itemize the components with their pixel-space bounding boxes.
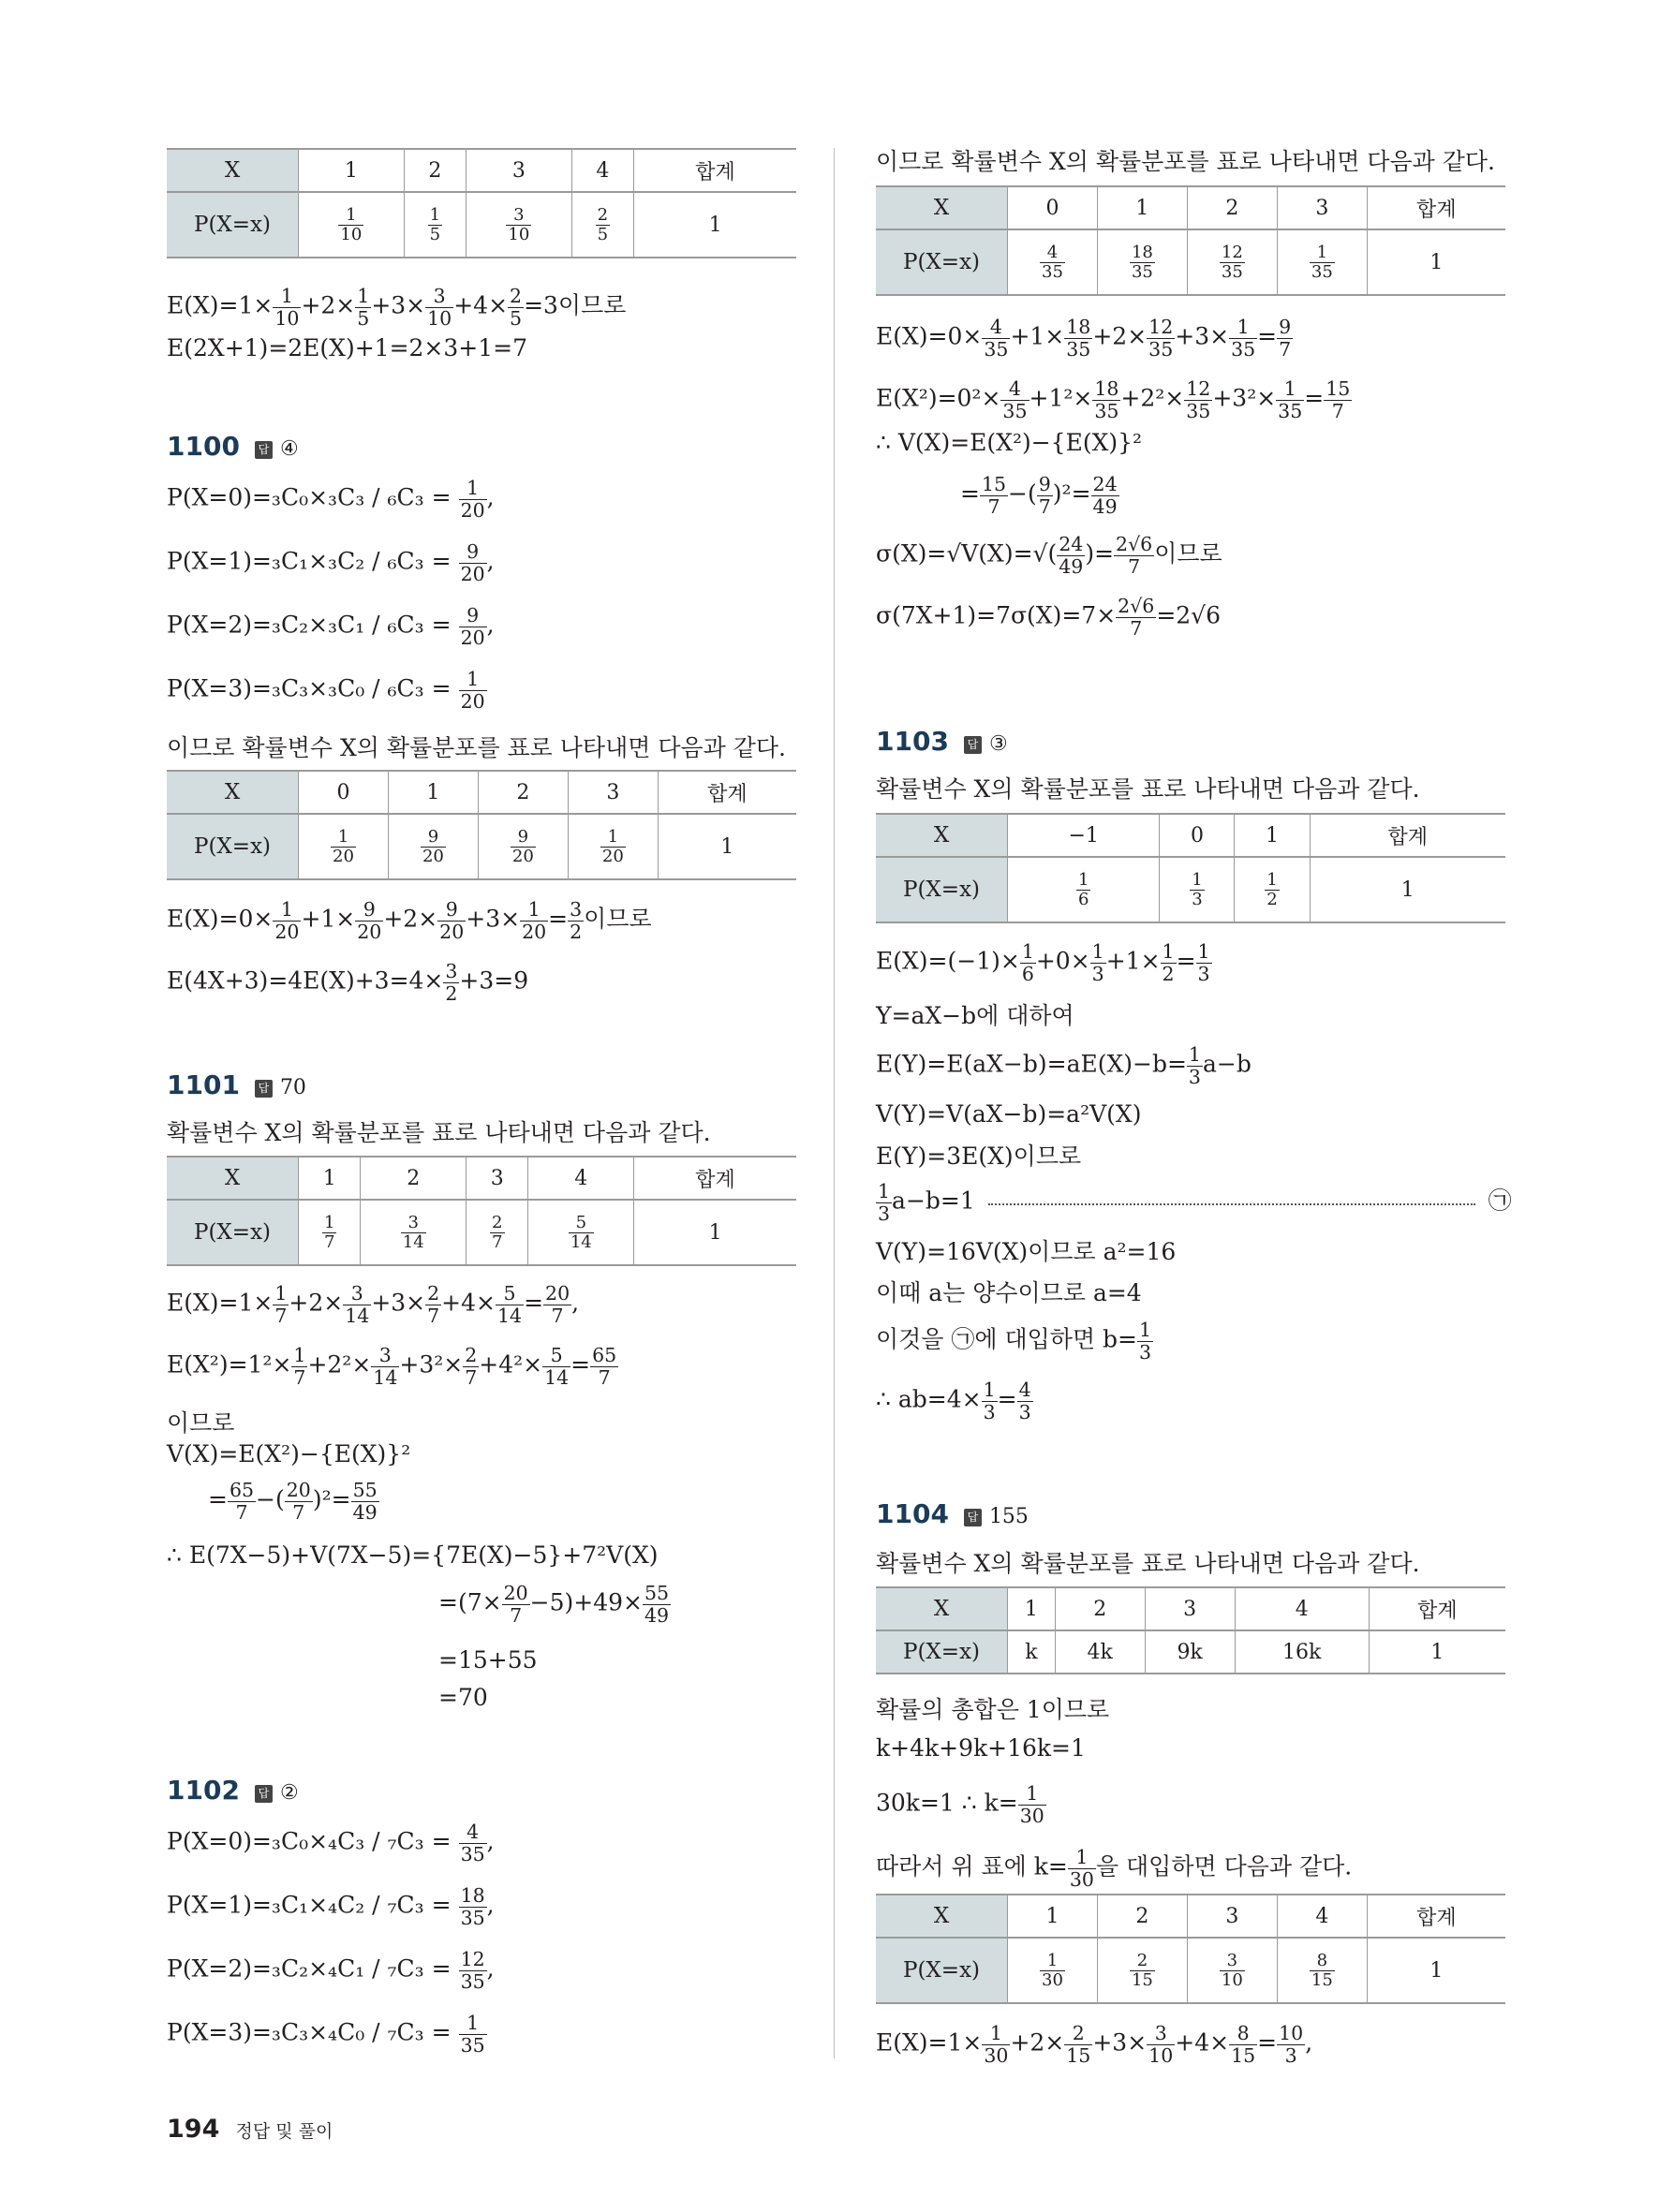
text-line: P(X=2)=₃C₂×₄C₁ / ₇C₃ = $\frac{12}{35}$ ,	[167, 1948, 495, 1993]
fraction: $\frac{1}{3}$	[1091, 940, 1104, 985]
fraction: $\frac{18}{35}$	[1094, 377, 1119, 422]
table-row	[876, 1630, 1505, 1674]
fraction: $\frac{9}{20}$	[357, 898, 382, 943]
fraction: $\frac{4}{3}$	[1018, 1379, 1031, 1423]
page-footer	[167, 2115, 333, 2144]
table-cell	[404, 192, 466, 258]
fraction: $\frac{3}{10}$	[1148, 2022, 1174, 2067]
fraction: $\frac{1}{7}$	[323, 1212, 335, 1252]
fraction: $\frac{1}{2}$	[1266, 869, 1278, 909]
table-cell: 0	[299, 771, 389, 814]
problem-header-1101	[167, 1069, 306, 1100]
problem-number: 1103	[876, 726, 949, 757]
page-number: 194	[167, 2115, 220, 2144]
table-cell: 합계	[658, 771, 796, 814]
fraction: $\frac{3}{10}$	[508, 204, 530, 244]
fraction: $\frac{9}{20}$	[511, 826, 534, 866]
answer-tag-icon: 답	[255, 1785, 273, 1803]
table-cell: 1	[1369, 1630, 1505, 1674]
text-line: V(Y)=V(aX−b)=a²V(X)	[876, 1100, 1142, 1128]
table-cell: 4	[528, 1157, 634, 1200]
table-cell: 0	[1008, 186, 1098, 229]
fraction: $\frac{1}{10}$	[340, 204, 363, 244]
table-cell	[467, 1200, 528, 1265]
text-line: 확률변수 X의 확률분포를 표로 나타내면 다음과 같다.	[876, 775, 1420, 803]
table-cell: 합계	[1310, 814, 1505, 857]
fraction: $\frac{9}{20}$	[422, 826, 444, 866]
table-cell: 1	[1008, 1587, 1056, 1630]
table-cell: 합계	[1369, 1587, 1505, 1630]
table-cell: 1	[634, 1200, 796, 1265]
text-line: E(X)=1× $\frac{1}{10}$ +2× $\frac{1}{5}$ +3× $\frac{3}{10}$ +4× $\frac{2}{5}$ =3이므로	[167, 285, 627, 330]
table-cell	[1160, 857, 1235, 922]
table-label-cell: X	[876, 1587, 1008, 1630]
fraction: $\frac{12}{35}$	[460, 1948, 485, 1993]
fraction: $\frac{2√6}{7}$	[1116, 533, 1153, 578]
fraction: $\frac{15}{7}$	[1326, 377, 1351, 422]
table-row	[876, 857, 1505, 922]
fraction: $\frac{1}{10}$	[274, 285, 300, 330]
fraction: $\frac{2}{7}$	[492, 1212, 503, 1252]
text-line: E(X)=1× $\frac{1}{30}$ +2× $\frac{2}{15}$ +3× $\frac{3}{10}$ +4× $\frac{8}{15}$ = $\frac{10}{3}$ ,	[876, 2022, 1313, 2067]
table-cell: 1	[1097, 186, 1187, 229]
text-line: ∴ V(X)=E(X²)−{E(X)}²	[876, 429, 1143, 456]
fraction: $\frac{8}{15}$	[1231, 2022, 1256, 2067]
table-row	[167, 814, 796, 879]
fraction: $\frac{18}{35}$	[1131, 242, 1153, 282]
fraction: $\frac{3}{2}$	[445, 960, 458, 1005]
fraction: $\frac{1}{7}$	[274, 1282, 288, 1327]
table-cell	[299, 192, 405, 258]
fraction: $\frac{1}{7}$	[293, 1344, 306, 1389]
table-cell: 3	[467, 149, 572, 192]
table-cell	[478, 814, 568, 879]
table-header-row	[876, 814, 1505, 857]
table-cell: 2	[1097, 1895, 1187, 1938]
table-row	[167, 1200, 796, 1265]
table-cell: 3	[1145, 1587, 1235, 1630]
table-cell: 1	[634, 192, 796, 258]
table-cell: 3	[568, 771, 658, 814]
problem-header-1102	[167, 1775, 299, 1806]
table-header-row	[876, 186, 1505, 229]
fraction: $\frac{9}{20}$	[460, 604, 485, 649]
fraction: $\frac{4}{35}$	[1042, 242, 1063, 282]
text-line: = $\frac{65}{7}$ −( $\frac{20}{7}$ )²= $\frac{55}{49}$	[208, 1479, 378, 1524]
leader-dots	[988, 1203, 1475, 1205]
fraction: $\frac{2}{15}$	[1131, 1950, 1153, 1990]
fraction: $\frac{1}{20}$	[522, 898, 547, 943]
table-cell: 4	[1235, 1587, 1369, 1630]
fraction: $\frac{4}{35}$	[460, 1821, 485, 1865]
table-header-row	[167, 149, 796, 192]
text-line: E(X)=(−1)× $\frac{1}{6}$ +0× $\frac{1}{3}$ +1× $\frac{1}{2}$ = $\frac{1}{3}$	[876, 940, 1210, 985]
fraction: $\frac{3}{14}$	[402, 1212, 424, 1252]
table-cell	[299, 814, 389, 879]
fraction: $\frac{24}{49}$	[1092, 473, 1118, 518]
problem-number: 1104	[876, 1498, 949, 1529]
table-cell: 합계	[1367, 1895, 1505, 1938]
table-cell	[568, 814, 658, 879]
fraction: $\frac{20}{7}$	[545, 1282, 570, 1327]
fraction: $\frac{1}{3}$	[1192, 869, 1203, 909]
text-line: =70	[438, 1684, 488, 1711]
problem-number: 1101	[167, 1069, 240, 1100]
table-cell: 1	[1367, 1938, 1505, 2003]
fraction: $\frac{1}{5}$	[357, 285, 370, 330]
table-cell: 합계	[1367, 186, 1505, 229]
footer-label: 정답 및 풀이	[235, 2121, 333, 2142]
fraction: $\frac{3}{10}$	[1221, 1950, 1243, 1990]
fraction: $\frac{9}{20}$	[439, 898, 465, 943]
fraction: $\frac{18}{35}$	[1066, 316, 1091, 361]
text-line: E(X²)=0²× $\frac{4}{35}$ +1²× $\frac{18}{35}$ +2²× $\frac{12}{35}$ +3²× $\frac{1}{35}$ = $\frac{15}{7}$	[876, 377, 1351, 422]
fraction: $\frac{1}{35}$	[1311, 242, 1333, 282]
text-line: = $\frac{15}{7}$ −( $\frac{9}{7}$ )²= $\frac{24}{49}$	[960, 473, 1118, 518]
fraction: $\frac{9}{20}$	[460, 540, 485, 585]
fraction: $\frac{1}{35}$	[460, 2012, 485, 2057]
problem-header-1103	[876, 726, 1008, 757]
table-header-row	[876, 1587, 1505, 1630]
table-cell: −1	[1008, 814, 1160, 857]
table-cell: 2	[1187, 186, 1277, 229]
table-cell	[467, 192, 572, 258]
fraction: $\frac{2}{7}$	[465, 1344, 478, 1389]
fraction: $\frac{2}{15}$	[1066, 2022, 1091, 2067]
table-row	[876, 229, 1505, 295]
table-cell	[571, 192, 633, 258]
column-divider	[834, 148, 835, 2058]
table-cell: 16k	[1235, 1630, 1369, 1674]
fraction: $\frac{1}{5}$	[429, 204, 441, 244]
text-line: V(Y)=16V(X)이므로 a²=16	[876, 1238, 1177, 1265]
table-header-row	[167, 771, 796, 814]
text-line: 이므로	[167, 1409, 235, 1437]
fraction: $\frac{55}{49}$	[644, 1582, 670, 1627]
answer-value: ④	[279, 437, 299, 461]
distribution-table	[876, 185, 1505, 296]
distribution-table	[167, 148, 796, 258]
text-line: 30k=1 ∴ k= $\frac{1}{30}$	[876, 1782, 1044, 1827]
table-cell: 2	[361, 1157, 467, 1200]
fraction: $\frac{2}{7}$	[427, 1282, 440, 1327]
table-cell	[1008, 1938, 1098, 2003]
table-cell: 2	[478, 771, 568, 814]
table-label-cell: X	[876, 814, 1008, 857]
fraction: $\frac{3}{14}$	[373, 1344, 398, 1389]
fraction: $\frac{1}{20}$	[274, 898, 300, 943]
fraction: $\frac{65}{7}$	[229, 1479, 255, 1524]
fraction: $\frac{1}{30}$	[1042, 1950, 1063, 1990]
fraction: $\frac{4}{35}$	[984, 316, 1009, 361]
text-line: E(X)=0× $\frac{4}{35}$ +1× $\frac{18}{35}$ +2× $\frac{12}{35}$ +3× $\frac{1}{35}$ = $\frac{9}{7}$	[876, 316, 1292, 361]
text-line: E(4X+3)=4E(X)+3=4× $\frac{3}{2}$ +3=9	[167, 960, 529, 1005]
text-line: P(X=0)=₃C₀×₄C₃ / ₇C₃ = $\frac{4}{35}$ ,	[167, 1821, 495, 1865]
text-line: 확률의 총합은 1이므로	[876, 1696, 1110, 1723]
fraction: $\frac{1}{35}$	[1231, 316, 1256, 361]
table-row	[167, 192, 796, 258]
table-cell	[299, 1200, 361, 1265]
text-line: E(Y)=E(aX−b)=aE(X)−b= $\frac{1}{3}$ a−b	[876, 1043, 1252, 1088]
text-line: P(X=0)=₃C₀×₃C₃ / ₆C₃ = $\frac{1}{20}$ ,	[167, 477, 495, 522]
answer-tag-icon: 답	[255, 1080, 273, 1098]
text-line: P(X=2)=₃C₂×₃C₁ / ₆C₃ = $\frac{9}{20}$ ,	[167, 604, 495, 649]
table-label-cell: P(X=x)	[876, 1938, 1008, 2003]
fraction: $\frac{1}{3}$	[878, 1180, 891, 1225]
table-cell: 3	[1187, 1895, 1277, 1938]
fraction: $\frac{1}{6}$	[1077, 869, 1089, 909]
fraction: $\frac{10}{3}$	[1279, 2022, 1304, 2067]
text-line: 따라서 위 표에 k= $\frac{1}{30}$ 을 대입하면 다음과 같다.	[876, 1846, 1353, 1891]
table-cell: 1	[299, 1157, 361, 1200]
distribution-table	[167, 770, 796, 880]
table-cell	[528, 1200, 634, 1265]
table-cell: 합계	[634, 149, 796, 192]
table-cell	[1097, 1938, 1187, 2003]
fraction: $\frac{9}{7}$	[1038, 473, 1051, 518]
fraction: $\frac{55}{49}$	[352, 1479, 378, 1524]
fraction: $\frac{18}{35}$	[460, 1884, 485, 1929]
text-line: P(X=1)=₃C₁×₄C₂ / ₇C₃ = $\frac{18}{35}$ ,	[167, 1884, 495, 1929]
answer-tag-icon: 답	[255, 441, 273, 459]
table-cell	[1008, 229, 1098, 295]
fraction: $\frac{1}{30}$	[1019, 1782, 1044, 1827]
fraction: $\frac{1}{3}$	[1188, 1043, 1201, 1088]
text-line: P(X=3)=₃C₃×₄C₀ / ₇C₃ = $\frac{1}{35}$	[167, 2012, 485, 2057]
text-line: E(Y)=3E(X)이므로	[876, 1143, 1082, 1170]
fraction: $\frac{8}{15}$	[1311, 1950, 1333, 1990]
fraction: $\frac{9}{7}$	[1279, 316, 1292, 361]
text-line: Y=aX−b에 대하여	[876, 1002, 1074, 1029]
table-label-cell: X	[167, 771, 299, 814]
fraction: $\frac{20}{7}$	[503, 1582, 528, 1627]
table-cell: 1	[299, 149, 405, 192]
text-line: k+4k+9k+16k=1	[876, 1734, 1086, 1762]
text-line: $\frac{1}{3}$ a−b=1 ㉠	[878, 1180, 1512, 1225]
text-line: P(X=1)=₃C₁×₃C₂ / ₆C₃ = $\frac{9}{20}$ ,	[167, 540, 495, 585]
table-cell: 0	[1160, 814, 1235, 857]
fraction: $\frac{20}{7}$	[286, 1479, 311, 1524]
fraction: $\frac{5}{14}$	[544, 1344, 570, 1389]
table-cell	[1187, 229, 1277, 295]
table-cell	[388, 814, 478, 879]
answer-value: 155	[988, 1505, 1029, 1528]
fraction: $\frac{2}{5}$	[510, 285, 523, 330]
problem-number: 1102	[167, 1775, 240, 1806]
table-cell: 1	[388, 771, 478, 814]
fraction: $\frac{2√6}{7}$	[1118, 595, 1155, 640]
table-cell: 1	[1310, 857, 1505, 922]
table-cell	[1277, 1938, 1367, 2003]
table-label-cell: P(X=x)	[167, 192, 299, 258]
table-cell: 1	[1235, 814, 1310, 857]
text-line: 확률변수 X의 확률분포를 표로 나타내면 다음과 같다.	[876, 1550, 1420, 1577]
fraction: $\frac{1}{20}$	[333, 826, 354, 866]
table-cell: 2	[1055, 1587, 1145, 1630]
table-cell	[1187, 1938, 1277, 2003]
text-line: E(2X+1)=2E(X)+1=2×3+1=7	[167, 334, 527, 361]
table-cell	[1235, 857, 1310, 922]
fraction: $\frac{65}{7}$	[592, 1344, 617, 1389]
distribution-table	[876, 813, 1505, 923]
table-label-cell: X	[876, 1895, 1008, 1938]
problem-header-1100	[167, 431, 299, 462]
table-cell	[1008, 857, 1160, 922]
table-label-cell: X	[167, 149, 299, 192]
fraction: $\frac{24}{49}$	[1059, 533, 1084, 578]
text-line: V(X)=E(X²)−{E(X)}²	[167, 1440, 411, 1467]
answer-value: ③	[988, 732, 1008, 756]
fraction: $\frac{1}{3}$	[1197, 940, 1210, 985]
fraction: $\frac{3}{2}$	[570, 898, 583, 943]
fraction: $\frac{1}{3}$	[983, 1379, 996, 1423]
table-label-cell: X	[876, 186, 1008, 229]
distribution-table	[876, 1894, 1505, 2004]
text-line: σ(X)=√V(X)=√( $\frac{24}{49}$ )= $\frac{2√6}{7}$ 이므로	[876, 533, 1222, 578]
text-line: ∴ ab=4× $\frac{1}{3}$ = $\frac{4}{3}$	[876, 1379, 1031, 1423]
table-cell: 3	[467, 1157, 528, 1200]
table-cell: 3	[1277, 186, 1367, 229]
table-label-cell: P(X=x)	[876, 1630, 1008, 1674]
table-cell: 9k	[1145, 1630, 1235, 1674]
table-label-cell: P(X=x)	[167, 814, 299, 879]
table-cell	[1097, 229, 1187, 295]
text-line: 이므로 확률변수 X의 확률분포를 표로 나타내면 다음과 같다.	[876, 148, 1495, 175]
answer-tag-icon: 답	[964, 736, 982, 754]
text-line: 이때 a는 양수이므로 a=4	[876, 1279, 1142, 1306]
text-line: 이것을 ㉠에 대입하면 b= $\frac{1}{3}$	[876, 1319, 1152, 1364]
distribution-table	[167, 1156, 796, 1266]
text-line: 이므로 확률변수 X의 확률분포를 표로 나타내면 다음과 같다.	[167, 734, 786, 761]
fraction: $\frac{15}{7}$	[981, 473, 1007, 518]
table-label-cell: X	[167, 1157, 299, 1200]
table-cell: 4	[1277, 1895, 1367, 1938]
answer-tag-icon: 답	[964, 1509, 982, 1526]
table-cell: 4	[571, 149, 633, 192]
fraction: $\frac{1}{2}$	[1162, 940, 1175, 985]
fraction: $\frac{5}{14}$	[570, 1212, 592, 1252]
fraction: $\frac{3}{10}$	[427, 285, 452, 330]
fraction: $\frac{1}{6}$	[1021, 940, 1034, 985]
table-cell	[361, 1200, 467, 1265]
text-line: =15+55	[438, 1646, 538, 1674]
fraction: $\frac{5}{14}$	[496, 1282, 523, 1327]
table-row	[876, 1938, 1505, 2003]
table-label-cell: P(X=x)	[167, 1200, 299, 1265]
fraction: $\frac{12}{35}$	[1186, 377, 1211, 422]
text-line: =(7× $\frac{20}{7}$ −5)+49× $\frac{55}{49}$	[438, 1582, 670, 1627]
table-cell: 4k	[1055, 1630, 1145, 1674]
fraction: $\frac{1}{30}$	[1069, 1846, 1094, 1891]
table-cell	[1277, 229, 1367, 295]
problem-number: 1100	[167, 431, 240, 462]
table-header-row	[876, 1895, 1505, 1938]
table-cell: k	[1008, 1630, 1056, 1674]
fraction: $\frac{12}{35}$	[1221, 242, 1243, 282]
table-cell: 1	[1008, 1895, 1098, 1938]
table-cell: 합계	[634, 1157, 796, 1200]
fraction: $\frac{1}{30}$	[984, 2022, 1009, 2067]
fraction: $\frac{1}{3}$	[1139, 1319, 1152, 1364]
text-line: σ(7X+1)=7σ(X)=7× $\frac{2√6}{7}$ =2√6	[876, 595, 1222, 640]
text-line: E(X)=0× $\frac{1}{20}$ +1× $\frac{9}{20}$ +2× $\frac{9}{20}$ +3× $\frac{1}{20}$ = $\frac{3}{2}$ 이므로	[167, 898, 652, 943]
table-cell: 1	[658, 814, 796, 879]
table-label-cell: P(X=x)	[876, 229, 1008, 295]
fraction: $\frac{4}{35}$	[1002, 377, 1028, 422]
problem-header-1104	[876, 1498, 1029, 1529]
table-cell: 1	[1367, 229, 1505, 295]
fraction: $\frac{1}{20}$	[460, 477, 485, 522]
fraction: $\frac{3}{14}$	[345, 1282, 370, 1327]
fraction: $\frac{1}{35}$	[1278, 377, 1303, 422]
text-line: 확률변수 X의 확률분포를 표로 나타내면 다음과 같다.	[167, 1119, 711, 1146]
fraction: $\frac{1}{20}$	[601, 826, 624, 866]
fraction: $\frac{2}{5}$	[597, 204, 609, 244]
text-line: ∴ E(7X−5)+V(7X−5)={7E(X)−5}+7²V(X)	[167, 1541, 659, 1569]
answer-value: ②	[279, 1781, 299, 1805]
answer-value: 70	[279, 1076, 306, 1099]
fraction: $\frac{12}{35}$	[1148, 316, 1174, 361]
table-header-row	[167, 1157, 796, 1200]
table-cell: 2	[404, 149, 466, 192]
text-line: E(X)=1× $\frac{1}{7}$ +2× $\frac{3}{14}$ +3× $\frac{2}{7}$ +4× $\frac{5}{14}$ = $\frac{20}{7}$ ,	[167, 1282, 580, 1327]
distribution-table	[876, 1586, 1505, 1674]
table-label-cell: P(X=x)	[876, 857, 1008, 922]
text-line: E(X²)=1²× $\frac{1}{7}$ +2²× $\frac{3}{14}$ +3²× $\frac{2}{7}$ +4²× $\frac{5}{14}$ = $\frac{65}{7}$	[167, 1344, 617, 1389]
text-line: P(X=3)=₃C₃×₃C₀ / ₆C₃ = $\frac{1}{20}$	[167, 668, 485, 713]
fraction: $\frac{1}{20}$	[460, 668, 485, 713]
